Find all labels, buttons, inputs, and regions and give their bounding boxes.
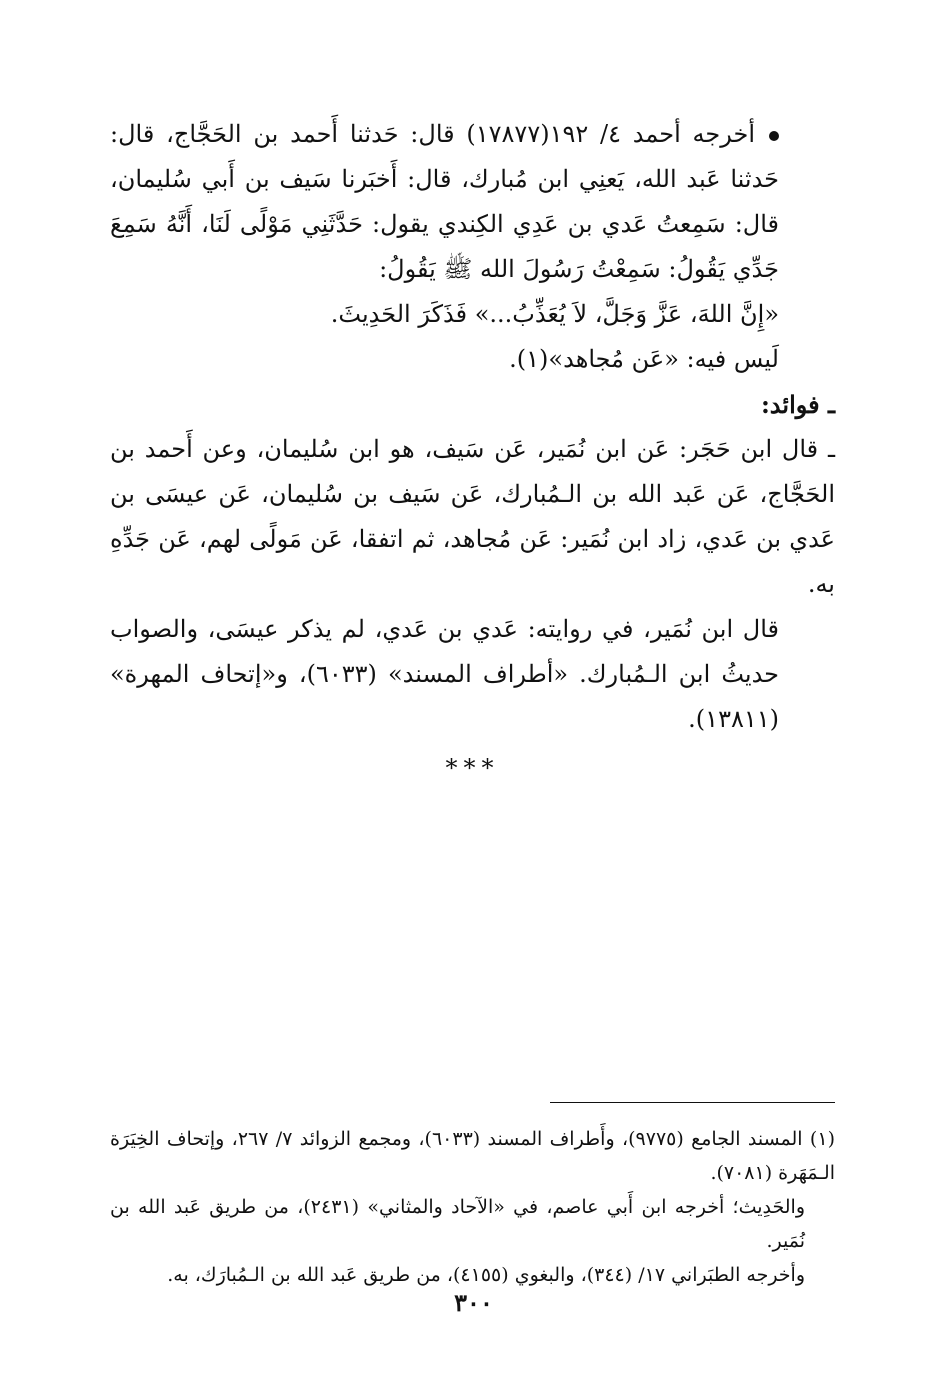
hadith-isnad: أخرجه أحمد ٤/ ١٩٢(١٧٨٧٧) قال: حَدثنا أَحمد بن الحَجَّاج، قال: حَدثنا عَبد الله، يَعنِي ابن مُبارك، قال: أَخبَرنا سَيف بن أَبي سُليمان، قال: سَمِعتُ عَدي بن عَدِي الكِندي يقول: حَدَّثَنِي مَوْلًى لَنَا، أَنَّهُ سَمِعَ جَدِّي يَقُولُ: سَمِعْتُ رَسُولَ الله ﷺ يَقُولُ: <box>110 120 779 283</box>
hadith-note: لَيس فيه: «عَن مُجاهد»(١). <box>509 345 779 373</box>
footnotes <box>110 1122 835 1292</box>
bullet-icon <box>769 131 779 141</box>
page-number: ٣٠٠ <box>454 1288 493 1317</box>
ibn-hajar-paragraph: ـ قال ابن حَجَر: عَن ابن نُمَير، عَن سَيف، هو ابن سُليمان، وعن أَحمد بن الحَجَّاج، عَن عَبد الله بن الـمُبارك، عَن سَيف بن سُليمان، عَن عيسَى بن عَدي بن عَدي، زاد ابن نُمَير: عَن مُجاهد، ثم اتفقا، عَن مَولًى لهم، عَن جَدِّهِ به. <box>110 435 835 598</box>
footnote-1: (١) المسند الجامع (٩٧٧٥)، وأَطراف المسند (٦٠٣٣)، ومجمع الزوائد ٧/ ٢٦٧، وإتحاف الخِيَرَة الـمَهَرة (٧٠٨١). <box>110 1128 835 1184</box>
section-separator: *** <box>445 754 500 782</box>
footnote-2: والحَدِيث؛ أخرجه ابن أَبي عاصم، في «الآحاد والمثاني» (٢٤٣١)، من طريق عَبد الله بن نُمَير. <box>110 1196 805 1252</box>
main-text <box>110 112 835 791</box>
hadith-paragraph <box>110 112 835 292</box>
hadith-quote: «إِنَّ اللهَ، عَزَّ وَجَلَّ، لاَ يُعَذِّبُ...» فَذَكَرَ الحَدِيثَ. <box>330 300 779 328</box>
footnote-divider <box>550 1102 835 1103</box>
ibn-numayr-paragraph: قال ابن نُمَير، في روايته: عَدي بن عَدي، لم يذكر عيسَى، والصواب حديثُ ابن الـمُبارك. «أطراف المسند» (٦٠٣٣)، و«إتحاف المهرة» (١٣٨١١). <box>110 615 779 733</box>
benefits-heading: ـ فوائد: <box>760 390 835 419</box>
footnote-3: وأخرجه الطبَراني ١٧/ (٣٤٤)، والبغوي (٤١٥٥)، من طريق عَبد الله بن الـمُبارَك، به. <box>167 1264 805 1286</box>
